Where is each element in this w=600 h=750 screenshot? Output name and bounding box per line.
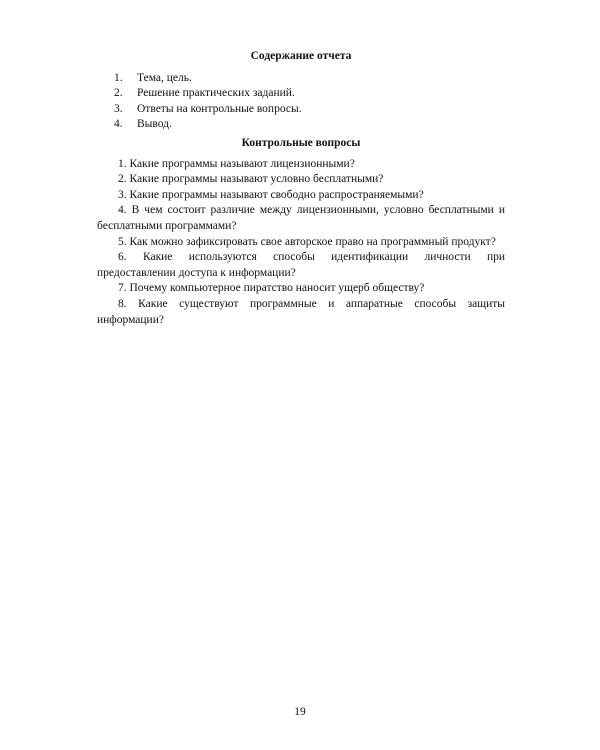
control-questions-heading: Контрольные вопросы — [241, 136, 361, 149]
list-item — [97, 102, 505, 118]
list-item — [97, 71, 505, 87]
list-item — [97, 86, 505, 102]
list-item-text: Ответы на контрольные вопросы. — [137, 102, 302, 115]
control-questions-list — [97, 157, 505, 329]
question-item: 4. В чем состоит различие между лицензионными, условно бесплатными и бесплатными программами? — [97, 204, 505, 232]
list-item-number: 2. — [114, 87, 123, 100]
question-item: 8. Какие существуют программные и аппаратные способы защиты информации? — [97, 297, 505, 326]
question-item: 6. Какие используются способы идентификации личности при предоставлении доступа к информации? — [97, 251, 505, 279]
list-item-text: Тема, цель. — [137, 71, 192, 84]
question-item: 2. Какие программы называют условно бесплатными? — [118, 173, 384, 186]
list-item — [97, 117, 505, 133]
page-content — [97, 49, 505, 328]
report-contents-list — [97, 71, 505, 133]
list-item-number: 4. — [114, 118, 123, 131]
list-item-text: Вывод. — [137, 118, 172, 131]
list-item-number: 1. — [114, 71, 123, 84]
question-item: 7. Почему компьютерное пиратство наносит ущерб обществу? — [118, 282, 425, 295]
report-contents-heading: Содержание отчета — [250, 50, 352, 62]
list-item-text: Решение практических заданий. — [137, 87, 295, 100]
question-item: 5. Как можно зафиксировать свое авторское право на программный продукт? — [118, 235, 496, 248]
list-item-number: 3. — [114, 102, 123, 115]
question-item: 1. Какие программы называют лицензионными? — [118, 157, 355, 170]
question-item: 3. Какие программы называют свободно распространяемыми? — [118, 188, 424, 201]
page-number: 19 — [294, 706, 306, 718]
